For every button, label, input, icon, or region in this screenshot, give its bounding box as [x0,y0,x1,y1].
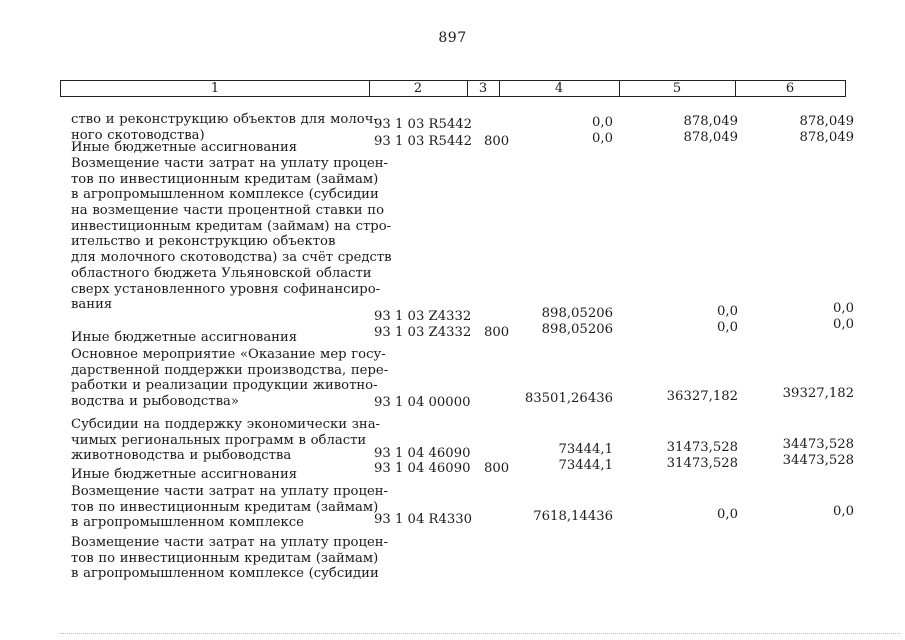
column-5-value: 878,049 [683,130,738,145]
column-4-value: 0,0 [592,131,613,146]
table-row-description [71,112,378,143]
description-line: в агропромышленном комплексе (субсидии [71,187,379,203]
column-header-6: 6 [785,81,795,96]
table-row-description [71,467,374,483]
column-header-5: 5 [672,81,682,96]
column-4-value: 7618,14436 [533,509,613,524]
column-4-value: 898,05206 [541,306,613,321]
description-line: тов по инвестиционным кредитам (займам) [71,550,379,566]
description-line: для молочного скотоводства) за счёт средств [71,250,392,266]
column-6-value: 878,049 [799,130,854,145]
expense-type-cell: 800 [484,134,510,149]
description-line: областного бюджета Ульяновской области [71,265,372,281]
description-line: дарственной поддержки производства, пере- [71,362,389,378]
column-4-value: 73444,1 [558,458,613,473]
column-6-value: 39327,182 [782,386,854,401]
column-6-value: 878,049 [799,114,854,129]
scan-artifact-line [60,633,900,634]
target-code-cell: 93 1 03 R5442 [374,117,473,132]
description-line: Возмещение части затрат на уплату процен- [71,156,388,171]
column-header-4: 4 [554,81,564,96]
column-5-value: 0,0 [717,320,738,335]
expense-type-cell: 800 [484,325,510,340]
column-5-value: 31473,528 [666,440,738,455]
table-row-description [71,140,374,156]
column-header-2: 2 [413,81,423,96]
column-5-value: 0,0 [717,304,738,319]
description-line: ство и реконструкцию объектов для молоч- [71,112,378,127]
column-6-value: 0,0 [833,317,854,332]
description-line: ного скотоводства) [71,127,205,143]
target-code-cell: 93 1 03 R5442 [374,134,473,149]
table-row-description [71,417,381,464]
description-line: тов по инвестиционным кредитам (займам) [71,171,379,187]
description-line: Возмещение части затрат на уплату процен- [71,535,388,550]
column-4-value: 83501,26436 [524,391,613,406]
column-4-value: 898,05206 [541,322,613,337]
description-line: водства и рыбоводства» [71,394,239,410]
column-5-value: 31473,528 [666,456,738,471]
description-line: чимых региональных программ в области [71,432,367,448]
table-row-description [71,347,389,410]
table-row-description [71,330,374,346]
description-line: работки и реализации продукции животно- [71,378,378,394]
description-line: Иные бюджетные ассигнования [71,140,298,155]
column-header-row [60,80,846,97]
target-code-cell: 93 1 03 Z4332 [374,309,472,324]
description-line: Иные бюджетные ассигнования [71,330,298,345]
expense-type-cell: 800 [484,461,510,476]
description-line: вания [71,297,113,313]
column-6-value: 34473,528 [782,437,854,452]
table-row-description [71,484,388,531]
target-code-cell: 93 1 04 46090 [374,461,471,476]
column-4-value: 73444,1 [558,442,613,457]
description-line: тов по инвестиционным кредитам (займам) [71,499,379,515]
target-code-cell: 93 1 04 R4330 [374,512,473,527]
column-6-value: 0,0 [833,504,854,519]
column-6-value: 34473,528 [782,453,854,468]
column-5-value: 36327,182 [666,389,738,404]
description-line: Иные бюджетные ассигнования [71,467,298,482]
description-line: Основное мероприятие «Оказание мер госу- [71,347,386,362]
description-line: в агропромышленном комплексе [71,515,304,531]
table-row-description [71,156,392,313]
column-6-value: 0,0 [833,301,854,316]
target-code-cell: 93 1 03 Z4332 [374,325,472,340]
description-line: инвестиционным кредитам (займам) на стро- [71,218,392,234]
column-header-3: 3 [478,81,488,96]
description-line: на возмещение части процентной ставки по [71,203,385,219]
description-line: ительство и реконструкцию объектов [71,234,336,250]
page-number: 897 [438,30,467,46]
target-code-cell: 93 1 04 46090 [374,446,471,461]
description-line: в агропромышленном комплексе (субсидии [71,566,379,582]
target-code-cell: 93 1 04 00000 [374,395,471,410]
description-line: животноводства и рыбоводства [71,448,292,464]
table-row-description [71,535,388,582]
column-4-value: 0,0 [592,115,613,130]
column-5-value: 878,049 [683,114,738,129]
description-line: Субсидии на поддержку экономически зна- [71,417,381,432]
column-5-value: 0,0 [717,507,738,522]
column-header-1: 1 [210,81,220,96]
description-line: сверх установленного уровня софинансиро- [71,281,381,297]
description-line: Возмещение части затрат на уплату процен- [71,484,388,499]
